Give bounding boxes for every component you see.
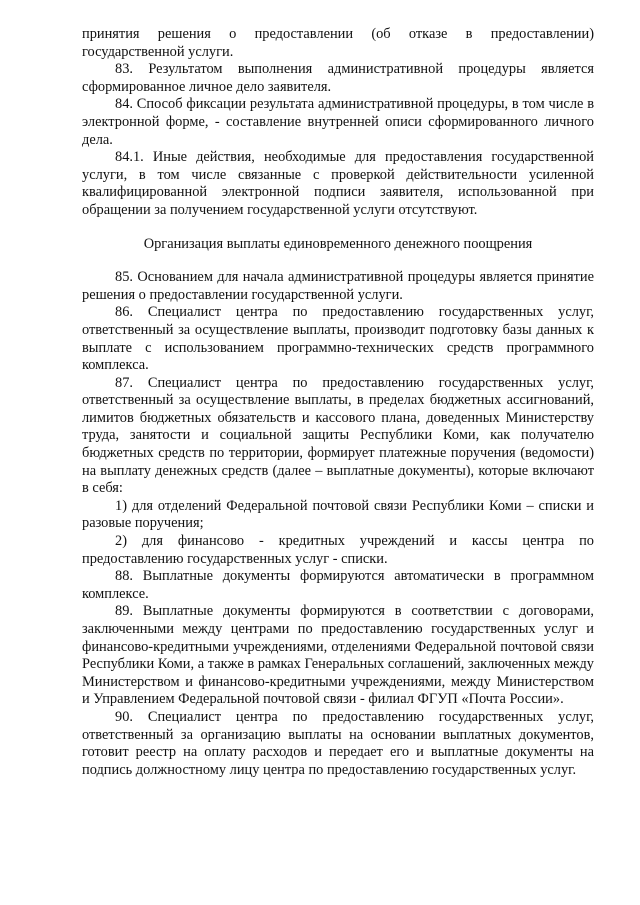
list-item-2: 2) для финансово - кредитных учреждений и кассы центра по предоставлению государственных услуг - списки. [82,533,594,567]
document-page [82,26,594,779]
paragraph-85: 85. Основанием для начала административной процедуры является принятие решения о предоставлении государственной услуги. [82,269,594,303]
paragraph-84-1: 84.1. Иные действия, необходимые для предоставления государственной услуги, в том числе связанные с проверкой действительности усиленной квалифицированной электронной подписи заявителя, использованной при обращении за получением государственной услуги отсутствуют. [82,149,594,218]
paragraph-90: 90. Специалист центра по предоставлению государственных услуг, ответственный за организацию выплаты на основании выплатных документов, готовит реестр на оплату расходов и передает его и выплатные документы на подпись должностному лицу центра по предоставлению государственных услуг. [82,708,594,778]
paragraph-84: 84. Способ фиксации результата административной процедуры, в том числе в электронной форме, - составление внутренней описи сформированного личного дела. [82,96,594,148]
section-heading: Организация выплаты единовременного денежного поощрения [143,235,533,252]
paragraph-87: 87. Специалист центра по предоставлению государственных услуг, ответственный за осуществление выплаты, в пределах бюджетных ассигнований, лимитов бюджетных обязательств и кассового плана, доведенных Министерству труда, занятости и социальной защиты Республики Коми, как получателю бюджетных средств по территории, формирует платежные поручения (ведомости) на выплату денежных средств (далее – выплатные документы), которые включают в себя: [82,374,594,497]
paragraph-89: 89. Выплатные документы формируются в соответствии с договорами, заключенными между центрами по предоставлению государственных услуг и финансово-кредитными учреждениями, отделениями Федеральной почтовой связи Республики Коми, а также в рамках Генеральных соглашений, заключенных между Министерством и финансово-кредитными учреждениями, между Министерством и Управлением Федеральной почтовой связи - филиал ФГУП «Почта России». [82,603,594,708]
paragraph-83: 83. Результатом выполнения административной процедуры является сформированное личное дело заявителя. [82,61,594,95]
paragraph-continuation: принятия решения о предоставлении (об отказе в предоставлении) государственной услуги. [82,26,594,60]
paragraph-86: 86. Специалист центра по предоставлению государственных услуг, ответственный за осуществление выплаты, производит подготовку базы данных к выплате с использованием программно-технических средств программного комплекса. [82,304,594,374]
paragraph-88: 88. Выплатные документы формируются автоматически в программном комплексе. [82,568,594,602]
list-item-1: 1) для отделений Федеральной почтовой связи Республики Коми – списки и разовые поручения; [82,497,594,532]
